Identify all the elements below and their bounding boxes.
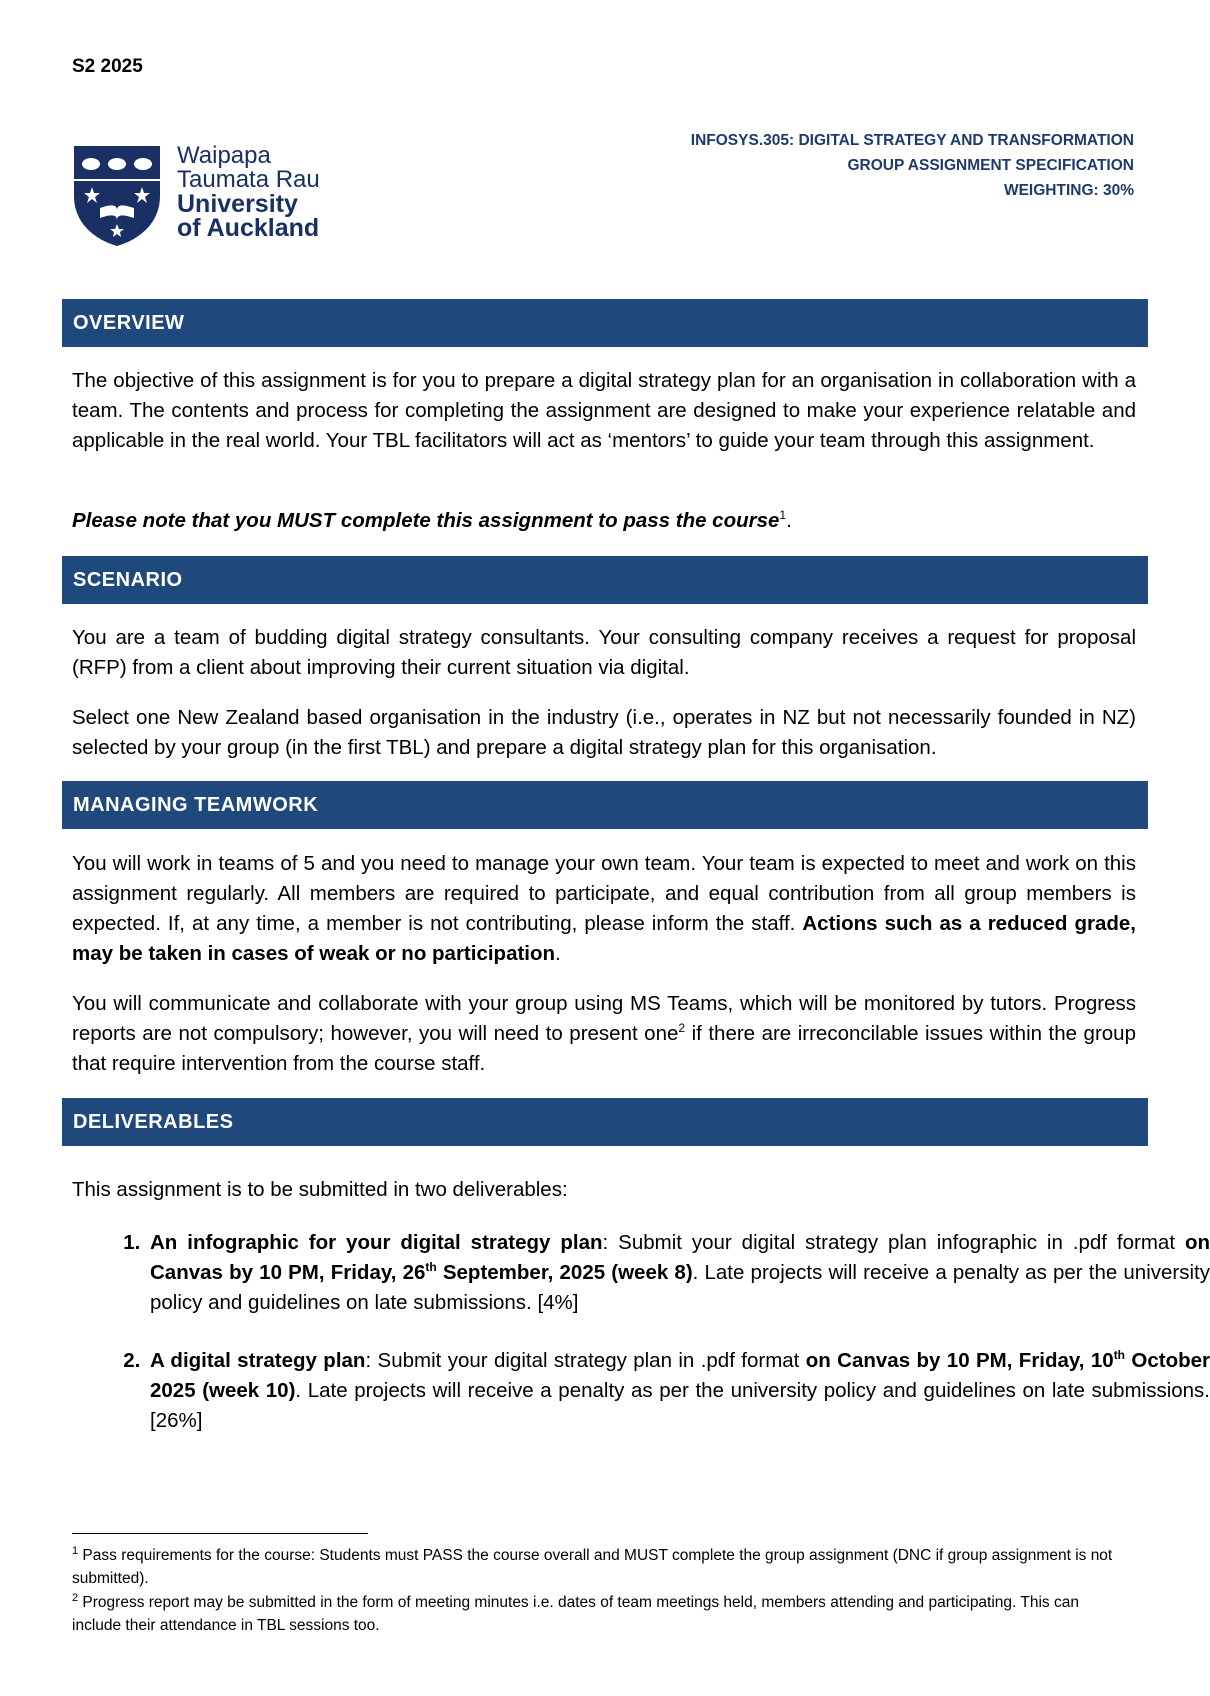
logo-line-1: Waipapa	[177, 142, 271, 169]
weighting: WEIGHTING: 30%	[1003, 182, 1134, 199]
footnote-ref-1[interactable]: 1	[779, 508, 787, 523]
overview-note	[72, 506, 1136, 536]
deliverable-2-due: on Canvas by 10 PM, Friday, 10	[805, 1349, 1114, 1372]
deliverable-1-text: : Submit your digital strategy plan infographic in .pdf format	[602, 1231, 1185, 1254]
deliverable-2-text: : Submit your digital strategy plan in .pdf format	[365, 1349, 806, 1372]
teamwork-comm-text: You will communicate and collaborate with your group using MS Teams, which will be monitored by tutors. Progress reports are not compulsory; however, you will need to present one	[72, 992, 1136, 1045]
course-info	[691, 128, 1134, 203]
deliverable-1-due-end: September, 2025 (week 8)	[436, 1261, 693, 1284]
deliverables-intro: This assignment is to be submitted in two deliverables:	[72, 1178, 568, 1201]
section-header-overview: OVERVIEW	[62, 299, 1148, 347]
footnote-2	[72, 1591, 1132, 1637]
university-crest-icon	[72, 144, 162, 248]
course-title: INFOSYS.305: DIGITAL STRATEGY AND TRANSFORMATION	[690, 132, 1134, 149]
teamwork-paragraph-1	[72, 849, 1136, 969]
scenario-paragraph-2: Select one New Zealand based organisation in the industry (i.e., operates in NZ but not necessarily founded in NZ) selected by your group (in the first TBL) and prepare a digital strategy plan for this organisation.	[72, 706, 1136, 759]
footnote-2-text: Progress report may be submitted in the form of meeting minutes i.e. dates of team meetings held, members attending and participating. This can include their attendance in TBL sessions too.	[72, 1594, 1079, 1634]
section-header-teamwork: MANAGING TEAMWORK	[62, 781, 1148, 829]
teamwork-end: .	[555, 942, 561, 965]
logo-line-3: University	[177, 190, 298, 218]
deliverable-1-penalty: . Late projects will receive a penalty as per the university policy and guidelines on late submissions. [4%]	[150, 1261, 1210, 1314]
deliverable-item-1	[146, 1228, 1210, 1318]
logo-line-4: of Auckland	[177, 214, 320, 242]
deliverable-1-due-sup: th	[425, 1260, 437, 1275]
overview-paragraph: The objective of this assignment is for you to prepare a digital strategy plan for an organisation in collaboration with a team. The contents and process for completing the assignment are designed to make your experience relatable and applicable in the real world. Your TBL facilitators will act as ‘mentors’ to guide your team through this assignment.	[72, 369, 1136, 452]
footnote-ref-2[interactable]: 2	[678, 1021, 686, 1036]
section-header-scenario: SCENARIO	[62, 556, 1148, 604]
scenario-paragraph-1: You are a team of budding digital strategy consultants. Your consulting company receives a request for proposal (RFP) from a client about improving their current situation via digital.	[72, 626, 1136, 679]
teamwork-text: You will work in teams of 5 and you need to manage your own team. Your team is expected to meet and work on this assignment regularly. All members are required to participate, and equal contribution from all group members is expected. If, at any time, a member is not contributing, please inform the staff.	[72, 852, 1136, 935]
logo-wordmark	[177, 144, 320, 240]
deliverable-2-due-sup: th	[1113, 1348, 1126, 1363]
footnote-2-number: 2	[72, 1591, 79, 1604]
deliverable-1-due: on Canvas by 10 PM, Friday, 26	[150, 1231, 1210, 1284]
footnote-1	[72, 1544, 1132, 1590]
teamwork-warning: Actions such as a reduced grade, may be taken in cases of weak or no participation	[72, 912, 1136, 965]
deliverables-list	[72, 1228, 1210, 1464]
footnote-divider	[72, 1533, 368, 1534]
deliverable-1-term: An infographic for your digital strategy plan	[150, 1231, 603, 1254]
section-header-deliverables: DELIVERABLES	[62, 1098, 1148, 1146]
note-end: .	[786, 509, 792, 532]
deliverable-item-2	[146, 1346, 1210, 1436]
deliverable-2-due-end: October 2025 (week 10)	[150, 1349, 1210, 1402]
teamwork-paragraph-2	[72, 989, 1136, 1079]
university-logo	[72, 144, 342, 248]
deliverable-2-penalty: . Late projects will receive a penalty as per the university policy and guidelines on late submissions. [26%]	[150, 1379, 1210, 1432]
footnote-1-text: Pass requirements for the course: Students must PASS the course overall and MUST complete the group assignment (DNC if group assignment is not submitted).	[72, 1547, 1113, 1587]
deliverable-2-term: A digital strategy plan	[150, 1349, 366, 1372]
footnote-1-number: 1	[72, 1544, 79, 1557]
assignment-type: GROUP ASSIGNMENT SPECIFICATION	[847, 157, 1134, 174]
semester-label: S2 2025	[72, 56, 143, 77]
logo-line-2: Taumata Rau	[177, 166, 320, 193]
teamwork-comm-end: if there are irreconcilable issues within the group that require intervention from the course staff.	[72, 1022, 1136, 1075]
note-text: Please note that you MUST complete this assignment to pass the course	[72, 509, 780, 532]
